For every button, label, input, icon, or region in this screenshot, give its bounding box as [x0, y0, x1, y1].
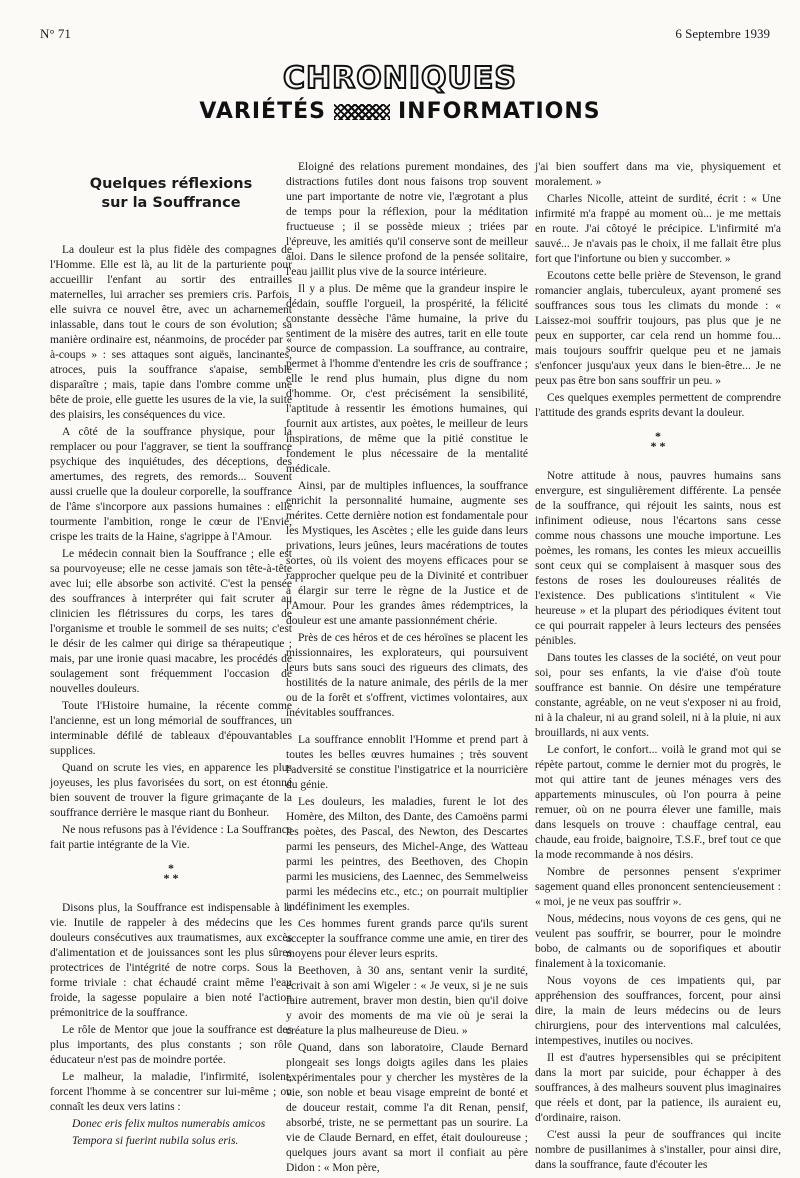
paragraph: C'est aussi la peur de souffrances qui incite nombre de pusillanimes à s'installer, pour ainsi dire, dans la souffrance, faute d'écouter les [535, 1129, 781, 1171]
masthead-title: CHRONIQUES [283, 61, 517, 96]
column-2 [286, 160, 528, 1178]
issue-number: N° 71 [40, 26, 71, 41]
divider-stars: * * [650, 439, 666, 453]
divider-star: * [655, 429, 661, 443]
paragraph: j'ai bien souffert dans ma vie, physiquement et moralement. » [535, 161, 781, 188]
section-divider [535, 431, 781, 451]
paragraph: Le médecin connait bien la Souffrance ; elle est sa pourvoyeuse; elle ne cesse jamais son tête-à-tête avec lui; elle absorbe son activité. C'est la pensée des souffrances à interpréter qui fait scruter au clinicien les flétrissures du corps, les tares de l'organisme et trouble le sommeil de ses nuits; c'est le désir de les calmer qui dirige sa thérapeutique ; mais, par une ironie quasi macabre, les procédés de soulagement sont fréquemment l'occasion de nouvelles douleurs. [50, 548, 292, 695]
paragraph: Ne nous refusons pas à l'évidence : La Souffrance fait partie intégrante de la Vie. [50, 824, 292, 851]
spacer [286, 723, 528, 733]
paragraph: Il y a plus. De même que la grandeur inspire le dédain, souffle l'orgueil, la prospérité, la félicité constante dessèche l'âme humaine, la prive du sentiment de la misère des autres, tarit en elle toute source de compassion. La souffrance, au contraire, permet à l'homme d'entendre les cris de souffrance ; elle le rend plus humain, plus digne du nom d'homme. Or, c'est précisément la sensibilité, l'aptitude à ressentir les émotions humaines, qui fournit aux artistes, aux poètes, le meilleur de leurs inspirations, de même que la pitié constitue le fondement le plus nécessaire de la mentalité médicale. [286, 283, 528, 475]
paragraph: Ces hommes furent grands parce qu'ils surent accepter la souffrance comme une amie, en tirer des moyens pour élever leurs esprits. [286, 918, 528, 960]
masthead [0, 62, 800, 126]
paragraph: Toute l'Histoire humaine, la récente comme l'ancienne, est un long mémorial de souffrances, un interminable défilé de tableaux d'épouvantables supplices. [50, 700, 292, 757]
section-divider [50, 863, 292, 883]
paragraph: Dans toutes les classes de la société, on veut pour soi, pour ses enfants, la vie d'aise d'où toute souffrance est bannie. On désire une température constante, agréable, on ne veut s'exposer ni au froid, ni à la chaleur, ni au grand soleil, ni à la pluie, ni aux brouillards, ni aux vents. [535, 652, 781, 739]
paragraph: Les douleurs, les maladies, furent le lot des Homère, des Milton, des Dante, des Camoëns parmi les poètes, des Pascal, des Newton, des Descartes parmi les penseurs, des Michel-Ange, des Watteau parmi les peintres, des Beethoven, des Chopin parmi les musiciens, des Laennec, des Semmelweiss parmi les médecins etc., etc.; on pourrait multiplier indéfiniment les exemples. [286, 796, 528, 913]
article-title [50, 175, 292, 213]
paragraph: Quand, dans son laboratoire, Claude Bernard plongeait ses longs doigts agiles dans les plaies expérimentales pour y chercher les mystères de la vie, son noble et beau visage empreint de bonté et de douceur restait, comme l'a dit Renan, pensif, absorbé, triste, ne se permettant pas un sourire. La vie de Claude Bernard, en effet, était douloureuse ; quelques jours avant sa mort il confiait au père Didon : « Mon père, [286, 1042, 528, 1174]
paragraph: Nombre de personnes pensent s'exprimer sagement quand elles prononcent sentencieusement : « moi, je ne veux pas souffrir ». [535, 866, 781, 908]
masthead-left-word: VARIÉTÉS [199, 99, 326, 124]
paragraph: Beethoven, à 30 ans, sentant venir la surdité, écrivait à son ami Wigeler : « Je veux, si je ne suis faire autrement, braver mon destin, bien qu'il doive y avoir des moments de ma vie où je serai la créature la plus malheureuse de Dieu. » [286, 965, 528, 1037]
latin-verse-2: Tempora si fuerint nubila solus eris. [72, 1135, 239, 1147]
running-header [40, 26, 770, 42]
paragraph: Le malheur, la maladie, l'infirmité, isolent, forcent l'homme à se concentrer sur lui-même ; on connaît les deux vers latins : [50, 1071, 292, 1113]
paragraph: A côté de la souffrance physique, pour la remplacer ou pour l'aggraver, se tient la souffrance psychique des inquiétudes, des déceptions, des amertumes, des regrets, des remords... Souvent aussi cruelle que la douleur corporelle, la souffrance de l'âme s'incorpore aux passions humaines : elle tourmente l'ambition, ronge le cœur de l'Envie, crispe les traits de la Haine, s'agrippe à l'Amour. [50, 426, 292, 543]
paragraph: Charles Nicolle, atteint de surdité, écrit : « Une infirmité m'a frappé au moment où... je me mettais en route. J'ai côtoyé le précipice. L'infirmité m'a sauvé... Je n'avais pas le choix, il me fallait être plus fort que l'infortune ou bien y succomber. » [535, 193, 781, 265]
paragraph: Ainsi, par de multiples influences, la souffrance enrichit la personnalité humaine, augmente ses mérites. Cette dernière notion est fondamentale pour les Mystiques, les Ascètes ; elle les guide dans leurs privations, leurs jeûnes, leurs macérations de toutes sortes, où ils voient des moyens efficaces pour se rapprocher quelque peu de la Divinité et contribuer à élargir sur terre le règne de la Justice et de l'Amour. Pour les grandes âmes rédemptrices, la douleur est une amante passionnément chérie. [286, 480, 528, 627]
paragraph: Quand on scrute les vies, en apparence les plus joyeuses, les plus favorisées du sort, on est étonné bien souvent de trouver la figure grimaçante de la souffrance derrière le masque riant du Bonheur. [50, 762, 292, 819]
column-3 [535, 160, 781, 1175]
divider-star: * [168, 861, 174, 875]
masthead-right-word: INFORMATIONS [397, 99, 601, 124]
paragraph: La souffrance ennoblit l'Homme et prend part à toutes les belles œuvres humaines ; très souvent l'adversité se constitue l'instigatrice et la nourricière du génie. [286, 734, 528, 791]
paragraph: Ces quelques exemples permettent de comprendre l'attitude des grands esprits devant la douleur. [535, 392, 781, 419]
divider-stars: * * [163, 871, 179, 885]
issue-date: 6 Septembre 1939 [675, 26, 770, 41]
paragraph: Eloigné des relations purement mondaines, des distractions futiles dont nous faisons trop souvent une part importante de notre vie, l'ægrotant a plus de temps pour la réflexion, pour la méditation fructueuse ; il se possède mieux ; triées par l'épreuve, les amitiés qu'il conserve sont de meilleur aloi. Dans le silence profond de la pensée solitaire, l'eau jaillit plus vive de la source intérieure. [286, 161, 528, 278]
paragraph: La douleur est la plus fidèle des compagnes de l'Homme. Elle est là, au lit de la parturiente pour accueillir l'enfant au sortir des entrailles maternelles, lui arracher ses premiers cris. Parfois, elle suivra ce nouvel être, avec un acharnement inlassable, dans tout le cours de son évolution; sa manière ordinaire est, néanmoins, de procéder par « à-coups » : ses attaques sont aiguës, lancinantes, atroces, puis la souffrance s'apaise, semble disparaître ; mais, tapie dans l'ombre comme une bête de proie, elle guette les usures de la vie, la suite des plaisirs, les conséquences du vice. [50, 244, 292, 421]
article-title-line-2: sur la Souffrance [101, 195, 241, 211]
paragraph: Il est d'autres hypersensibles qui se précipitent dans la mort par suicide, pour échapper à des souffrances, à des malheurs souvent plus imaginaires que réels et dont, par la patience, ils auraient eu, d'ordinaire, raison. [535, 1052, 781, 1124]
paragraph: Notre attitude à nous, pauvres humains sans envergure, est singulièrement différente. La pensée de la souffrance, qui réjouit les saints, nous est infiniment odieuse, nous l'écartons sans cesse comme nous chassons une mouche importune. Les poèmes, les romans, les contes les mieux accueillis sont ceux qui se complaisent à masquer sous des festons de roses les douloureuses réalités de l'existence. Des publications s'intitulent « Vie heureuse » et la plupart des périodiques évitent tout ce qui pourrait rappeler à leurs lecteurs des pensées pénibles. [535, 470, 781, 647]
paragraph: Nous, médecins, nous voyons de ces gens, qui ne veulent pas souffrir, se bourrer, pour le moindre bobo, de calmants ou de soporifiques et aboutir finalement à la toxicomanie. [535, 913, 781, 970]
column-1 [50, 175, 292, 1151]
paragraph: Disons plus, la Souffrance est indispensable à la vie. Inutile de rappeler à des médecins que les douleurs consécutives aux traumatismes, aux excès d'alimentation et de jouissances sont les plus sûres protectrices de l'intégrité de notre corps. Sous la forme triviale : chat échaudé craint même l'eau froide, la sagesse populaire a bien noté l'action prémonitrice de la souffrance. [50, 902, 292, 1019]
ornament-icon [334, 104, 390, 120]
paragraph: Le confort, le confort... voilà le grand mot qui se répète partout, comme le dernier mot du progrès, le mot qui attire tant de jeunes ménages vers des appartements minuscules, où l'on pourra à peine remuer, où on ne pourra élever une famille, mais dans lesquels on trouve : chauffage central, eau chaude, eau froide, baignoire, T.S.F., bref tout ce que la mode recommande à nos désirs. [535, 744, 781, 861]
masthead-subtitle [0, 98, 800, 126]
paragraph: Nous voyons de ces impatients qui, par appréhension des souffrances, forcent, pour ainsi dire, la main de leurs médecins ou de leurs chirurgiens, pour des interventions mal calculées, intempestives, inutiles ou nocives. [535, 975, 781, 1047]
paragraph: Le rôle de Mentor que joue la souffrance est des plus importants, des plus constants ; son rôle éducateur n'est pas de moindre portée. [50, 1024, 292, 1066]
paragraph: Ecoutons cette belle prière de Stevenson, le grand romancier anglais, tuberculeux, ayant promené ses souffrances sous tous les climats du monde : « Laissez-moi souffrir toujours, pas plus que je ne peux en supporter, car cela rend un homme fou... mais toujours souffrir quelque peu et ne jamais s'enfoncer jusqu'aux yeux dans le bien-être... Je ne peux pas être bon sans souffrir un peu. » [535, 270, 781, 387]
paragraph: Près de ces héros et de ces héroïnes se placent les missionnaires, les explorateurs, qui poursuivent leurs buts sans souci des rigueurs des climats, des hostilités de la nature animale, des périls de la mer ou de la forêt et s'offrent, victimes volontaires, aux inévitables souffrances. [286, 632, 528, 719]
article-title-line-1: Quelques réflexions [89, 176, 253, 192]
latin-verse-1: Donec eris felix multos numerabis amicos [72, 1118, 266, 1130]
